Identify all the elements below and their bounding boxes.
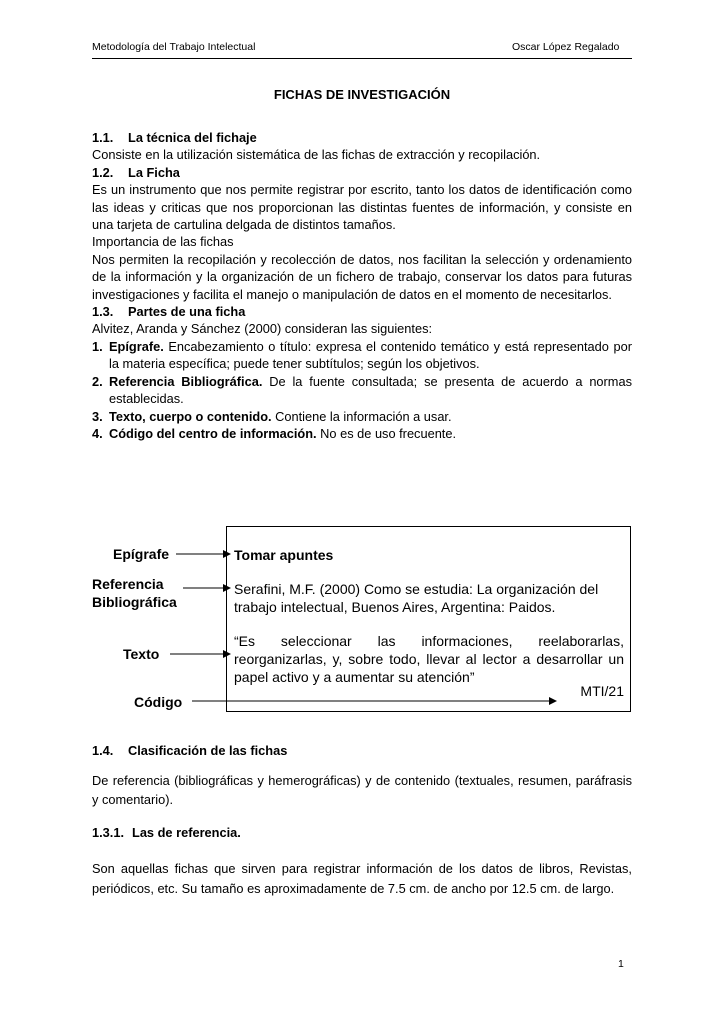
- label-codigo: Código: [134, 694, 183, 710]
- label-referencia-line1: Referencia: [92, 576, 164, 592]
- card-texto: “Es seleccionar las informaciones, reelaborarlas, reorganizarlas, y, sobre todo, llevar al lector a desarrollar un papel activo y a aumentar su atención”: [234, 633, 624, 685]
- section-1-3-intro: Alvitez, Aranda y Sánchez (2000) consideran las siguientes:: [92, 321, 433, 337]
- list-item: 3. Texto, cuerpo o contenido. Contiene la información a usar.: [92, 408, 452, 424]
- card-referencia: Serafini, M.F. (2000) Como se estudia: La organización del trabajo intelectual, Buenos Aires, Argentina: Paidos.: [234, 581, 599, 615]
- card-codigo: MTI/21: [580, 683, 624, 699]
- label-referencia-line2: Bibliográfica: [92, 594, 177, 610]
- parts-list: [92, 338, 632, 442]
- section-1-3-1-heading: 1.3.1. Las de referencia.: [92, 825, 241, 840]
- section-1-3-heading: 1.3. Partes de una ficha: [92, 304, 246, 320]
- label-texto: Texto: [123, 646, 160, 662]
- importance-subtitle: Importancia de las fichas: [92, 234, 234, 250]
- list-item: 4. Código del centro de información. No es de uso frecuente.: [92, 425, 457, 441]
- card-epigrafe: Tomar apuntes: [234, 547, 334, 563]
- page-number: 1: [618, 958, 624, 970]
- section-1-4-text: De referencia (bibliográficas y hemerográficas) y de contenido (textuales, resumen, paráfrasis y comentario).: [92, 773, 632, 807]
- section-1-3-1-text: Son aquellas fichas que sirven para registrar información de los datos de libros, Revistas, periódicos, etc. Su tamaño es aproximadamente de 7.5 cm. de ancho por 12.5 cm. de largo.: [92, 861, 632, 896]
- page-title: FICHAS DE INVESTIGACIÓN: [273, 87, 451, 102]
- body-text: [92, 129, 632, 442]
- section-1-2-text: Es un instrumento que nos permite registrar por escrito, tanto los datos de identificación como las ideas y criticas que nos proporcionan las distintas fuentes de información, y consiste en una tarjeta de cartulina delgada de distintos tamaños.: [92, 182, 632, 233]
- section-1-1-heading: 1.1. La técnica del fichaje: [92, 130, 257, 145]
- importance-text: Nos permiten la recopilación y recolección de datos, nos facilitan la selección y ordenamiento de la información y la organización de un fichero de trabajo, conservar los datos para futuras investigaciones y facilita el manejo o manipulación de datos en el momento de necesitarlos.: [92, 251, 632, 302]
- label-epigrafe: Epígrafe: [113, 546, 170, 562]
- header-rule: [92, 58, 632, 59]
- running-header-left: Metodología del Trabajo Intelectual: [92, 41, 256, 53]
- section-1-4-heading: 1.4. Clasificación de las fichas: [92, 743, 288, 758]
- section-1-1-text: Consiste en la utilización sistemática de las fichas de extracción y recopilación.: [92, 147, 541, 163]
- list-item: 2. Referencia Bibliográfica. De la fuente consultada; se presenta de acuerdo a normas establecidas.: [92, 373, 632, 407]
- list-item: 1. Epígrafe. Encabezamiento o título: expresa el contenido temático y está representado por la materia específica; puede tener subtítulos; según los objetivos.: [92, 338, 632, 372]
- running-header-right: Oscar López Regalado: [512, 41, 620, 53]
- section-1-2-heading: 1.2. La Ficha: [92, 164, 180, 180]
